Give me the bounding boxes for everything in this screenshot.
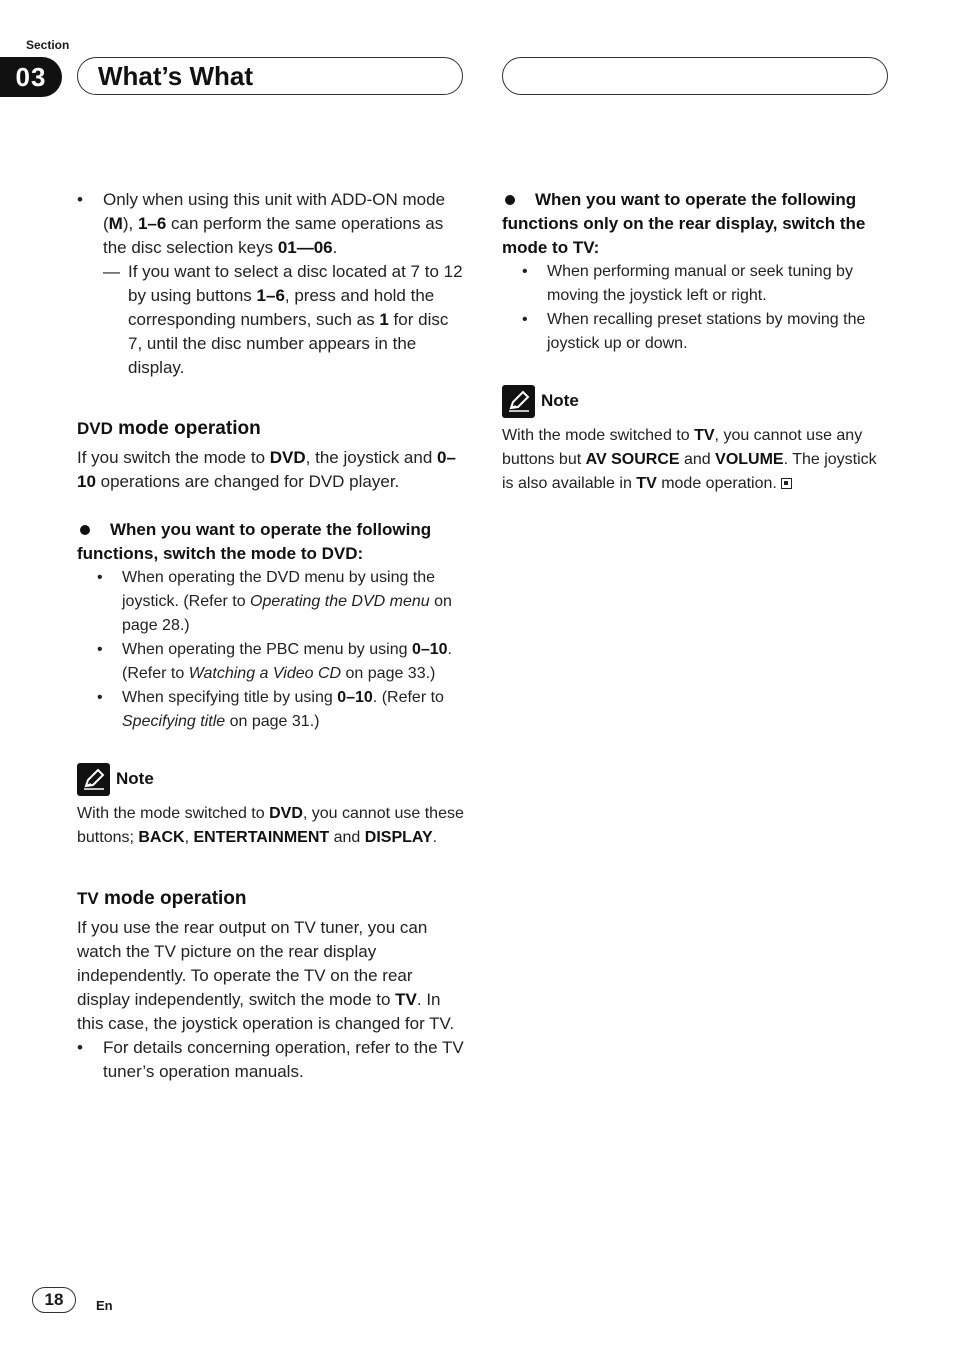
dvd-mode-heading: DVD mode operation: [77, 418, 261, 439]
bullet-dot-icon: [505, 195, 515, 205]
page-title: What’s What: [98, 61, 254, 91]
section-title-box-empty: [502, 57, 888, 95]
list-item: • When performing manual or seek tuning by moving the joystick left or right.: [502, 260, 892, 308]
page-number: 18: [32, 1287, 76, 1313]
dvd-functions-heading: When you want to operate the following functions, switch the mode to DVD:: [77, 520, 432, 563]
section-label: Section: [26, 38, 70, 52]
tv-note-body: With the mode switched to TV, you cannot use any buttons but AV SOURCE and VOLUME. The joystick is also available in TV mode operation.: [502, 427, 877, 492]
left-column: [77, 188, 467, 1084]
tv-details-bullet: • For details concerning operation, refer to the TV tuner’s operation manuals.: [77, 1036, 467, 1084]
pencil-note-icon: [502, 385, 535, 418]
tv-note-header: [502, 384, 892, 418]
list-item: • When recalling preset stations by moving the joystick up or down.: [502, 308, 892, 356]
pencil-note-icon: [77, 763, 110, 796]
list-item: • When operating the PBC menu by using 0–10. (Refer to Watching a Video CD on page 33.): [77, 638, 467, 686]
note-label: Note: [541, 391, 579, 410]
addon-mode-bullet: • Only when using this unit with ADD-ON mode (M), 1–6 can perform the same operations as the disc selection keys 01—06.: [77, 188, 467, 260]
bullet-dot-icon: [80, 525, 90, 535]
dvd-note-body: With the mode switched to DVD, you cannot use these buttons; BACK, ENTERTAINMENT and DISPLAY.: [77, 805, 464, 846]
right-column: [502, 188, 892, 496]
section-number-badge: 03: [0, 57, 62, 97]
dvd-note-header: [77, 762, 467, 796]
tv-mode-heading: TV mode operation: [77, 888, 247, 909]
section-title-box: [77, 57, 463, 95]
end-of-section-icon: [781, 478, 792, 489]
list-item: • When operating the DVD menu by using the joystick. (Refer to Operating the DVD menu on page 28.): [77, 566, 467, 638]
tv-mode-paragraph: If you use the rear output on TV tuner, you can watch the TV picture on the rear display independently. To operate the TV on the rear display independently, switch the mode to TV. In this case, the joystick operation is changed for TV.: [77, 918, 455, 1033]
dvd-mode-paragraph: If you switch the mode to DVD, the joystick and 0–10 operations are changed for DVD player.: [77, 448, 456, 491]
disc-select-dash-item: — If you want to select a disc located at 7 to 12 by using buttons 1–6, press and hold the corresponding numbers, such as 1 for disc 7, until the disc number appears in the display.: [77, 260, 467, 380]
language-label: En: [96, 1298, 113, 1313]
note-label: Note: [116, 769, 154, 788]
tv-functions-heading: When you want to operate the following functions only on the rear display, switch the mode to TV:: [502, 190, 866, 257]
list-item: • When specifying title by using 0–10. (Refer to Specifying title on page 31.): [77, 686, 467, 734]
